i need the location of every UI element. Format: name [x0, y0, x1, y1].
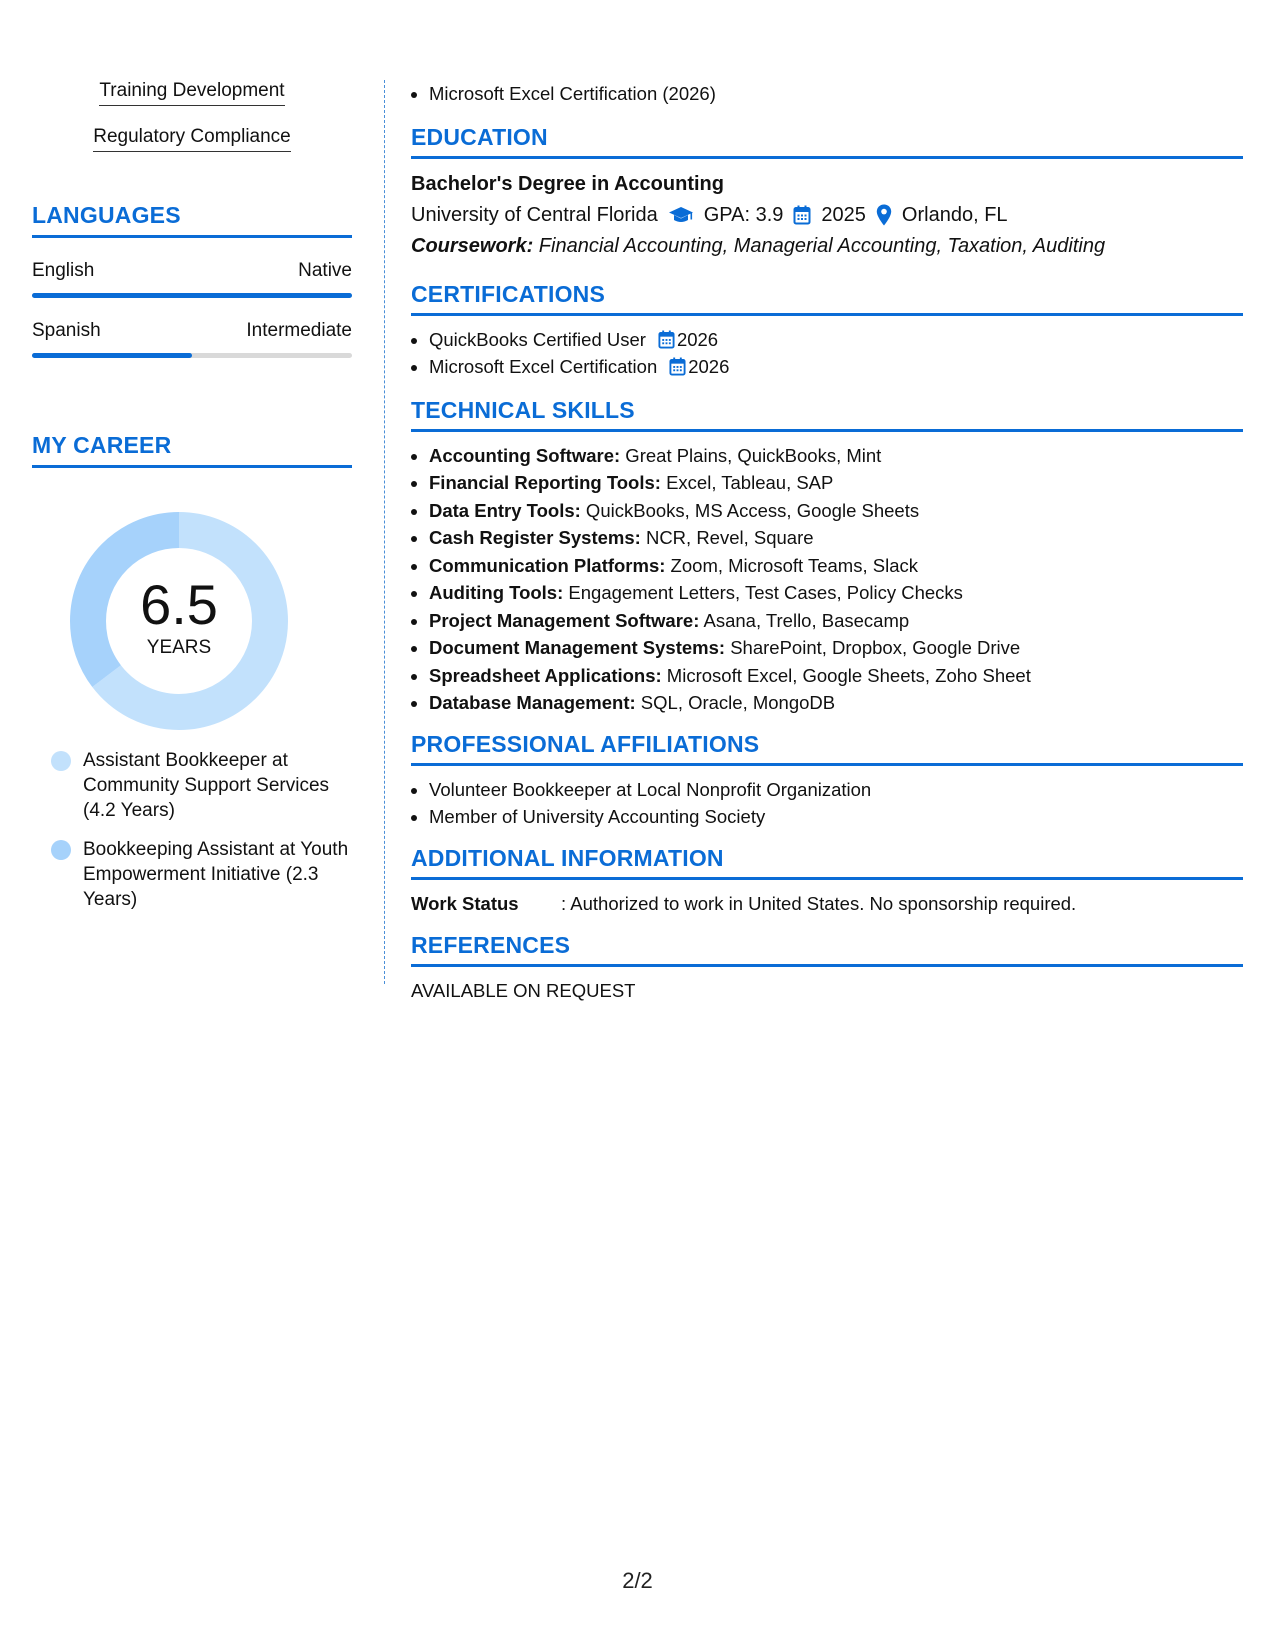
skill-value: Excel, Tableau, SAP	[660, 472, 834, 493]
affiliation-item: • Member of University Accounting Society	[429, 803, 1243, 831]
list-item: • Microsoft Excel Certification (2026)	[429, 80, 1243, 108]
degree-title: Bachelor's Degree in Accounting	[411, 172, 724, 195]
career-unit: YEARS	[146, 637, 212, 658]
skill-item	[429, 662, 1243, 690]
career-legend-dot	[51, 840, 71, 860]
certification-name: • Microsoft Excel Certification	[429, 356, 658, 377]
language-item	[32, 260, 352, 298]
column-divider	[384, 80, 385, 984]
skill-value: QuickBooks, MS Access, Google Sheets	[580, 499, 920, 521]
additional-info-section	[411, 845, 1243, 918]
skill-label: Document Management Systems:	[429, 637, 726, 658]
skill-value: NCR, Revel, Square	[640, 527, 814, 548]
section-heading: CERTIFICATIONS	[411, 281, 1243, 316]
certification-continued-list	[411, 80, 1243, 108]
coursework-label: Coursework:	[411, 234, 534, 257]
languages-heading: LANGUAGES	[32, 202, 352, 238]
info-key: Work Status	[411, 892, 519, 914]
career-legend-dot	[51, 751, 71, 771]
right-column	[411, 80, 1243, 1005]
coursework	[411, 231, 1243, 261]
affiliations-section	[411, 731, 1243, 831]
skill-value: Zoom, Microsoft Teams, Slack	[665, 554, 918, 576]
affiliation-item: • Volunteer Bookkeeper at Local Nonprofit Organization	[429, 776, 1243, 804]
language-name: English	[32, 260, 95, 281]
certification-item	[429, 353, 1243, 381]
certification-item	[429, 326, 1243, 354]
language-name: Spanish	[32, 320, 101, 341]
certification-year: 2026	[676, 328, 719, 350]
skill-item	[429, 634, 1243, 662]
map-pin-icon	[876, 204, 892, 226]
certification-list	[411, 326, 1243, 381]
school-name: University of Central Florida	[411, 203, 658, 226]
school-location: Orlando, FL	[901, 203, 1008, 226]
skill-value: Asana, Trello, Basecamp	[699, 609, 910, 631]
technical-skills-section	[411, 397, 1243, 717]
career-heading: MY CAREER	[32, 432, 352, 468]
career-item-text: Assistant Bookkeeper at Community Support Services (4.2 Years)	[83, 750, 330, 821]
skill-label: Project Management Software:	[429, 609, 700, 631]
section-heading: TECHNICAL SKILLS	[411, 397, 1243, 432]
skill-item	[429, 524, 1243, 552]
calendar-icon	[658, 330, 675, 349]
career-item	[51, 748, 352, 823]
calendar-icon	[669, 357, 686, 376]
graduation-year: 2025	[821, 203, 866, 226]
language-bar-fill	[32, 293, 352, 298]
skill-item	[429, 689, 1243, 717]
skill-item	[429, 579, 1243, 607]
skill-label: Accounting Software:	[429, 444, 621, 466]
language-level: Intermediate	[246, 320, 352, 341]
skill-label: Spreadsheet Applications:	[429, 664, 662, 686]
gpa: GPA: 3.9	[703, 203, 784, 226]
left-column	[32, 80, 352, 926]
page-number: 2/2	[622, 1568, 653, 1593]
certification-name: • QuickBooks Certified User	[429, 328, 646, 350]
career-item-text: Bookkeeping Assistant at Youth Empowerment Initiative (2.3 Years)	[83, 839, 349, 910]
language-bar	[32, 293, 352, 298]
language-item	[32, 320, 352, 358]
skill-label: Cash Register Systems:	[429, 527, 641, 548]
work-status-row	[411, 890, 1243, 918]
language-bar	[32, 353, 352, 358]
graduation-cap-icon	[668, 205, 694, 225]
coursework-list: Financial Accounting, Managerial Accounting, Taxation, Auditing	[533, 234, 1106, 257]
education-section	[411, 124, 1243, 261]
skill-item	[429, 607, 1243, 635]
career-donut-chart	[32, 508, 352, 748]
skill-tag: Regulatory Compliance	[93, 126, 291, 152]
references-section	[411, 932, 1243, 1005]
skill-value: Great Plains, QuickBooks, Mint	[620, 444, 882, 466]
education-details	[411, 199, 1243, 231]
certification-year: 2026	[688, 356, 730, 377]
skill-label: Financial Reporting Tools:	[429, 472, 661, 493]
skill-item	[429, 497, 1243, 525]
skill-label: Auditing Tools:	[429, 582, 564, 603]
skill-value: SharePoint, Dropbox, Google Drive	[725, 637, 1021, 658]
skill-label: Communication Platforms:	[429, 554, 666, 576]
language-bar-fill	[32, 353, 192, 358]
section-heading: PROFESSIONAL AFFILIATIONS	[411, 731, 1243, 766]
info-value: : Authorized to work in United States. No sponsorship required.	[561, 892, 1077, 914]
section-heading: REFERENCES	[411, 932, 1243, 967]
skill-value: SQL, Oracle, MongoDB	[635, 692, 836, 713]
affiliations-list	[411, 776, 1243, 831]
language-level: Native	[298, 260, 352, 281]
career-item	[51, 837, 352, 912]
certifications-section	[411, 281, 1243, 381]
career-total: 6.5	[140, 573, 218, 636]
skill-item	[429, 442, 1243, 470]
skill-item	[429, 469, 1243, 497]
skill-tag: Training Development	[99, 80, 284, 106]
references-text: AVAILABLE ON REQUEST	[411, 979, 636, 1001]
technical-skills-list	[411, 442, 1243, 717]
skill-label: Data Entry Tools:	[429, 499, 581, 521]
skill-item	[429, 552, 1243, 580]
skill-label: Database Management:	[429, 692, 636, 713]
section-heading: ADDITIONAL INFORMATION	[411, 845, 1243, 880]
skill-value: Microsoft Excel, Google Sheets, Zoho Sheet	[661, 664, 1031, 686]
skill-value: Engagement Letters, Test Cases, Policy Checks	[563, 582, 963, 603]
calendar-icon	[793, 205, 811, 225]
section-heading: EDUCATION	[411, 124, 1243, 159]
